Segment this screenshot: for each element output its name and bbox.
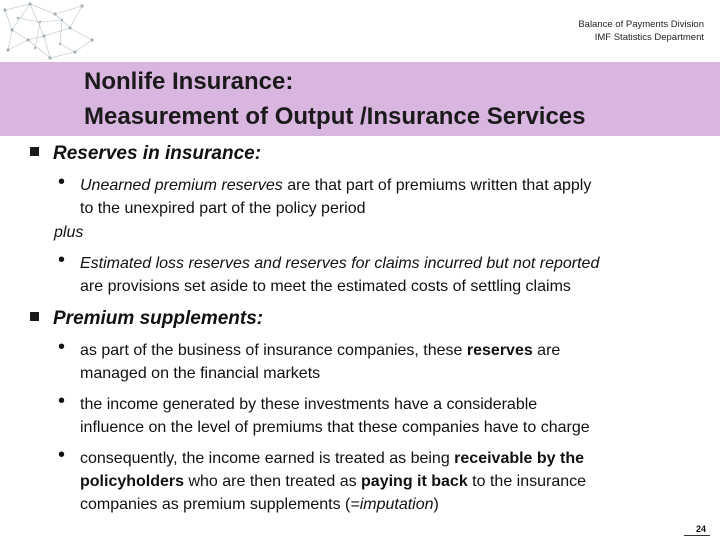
bullet-dot-icon: • [58,249,66,271]
receivable-term: receivable by the [454,450,585,467]
plus-connector: plus [54,224,84,241]
slide-title [84,64,585,134]
section1-bullet2-line2: are provisions set aside to meet the estimated costs of settling claims [80,278,571,295]
imputation-term: =imputation [350,496,434,513]
section2-bullet3: • consequently, the income earned is treated as being receivable by the policyholders who are then treated as paying it back to the insurance companies as premium supplements (=imputation) [58,444,587,513]
section1-bullet1-text: are that part of premiums written that apply [282,177,592,194]
section1-bullet1 [58,171,690,220]
page-number-rule [684,535,710,536]
page-number: 24 [695,524,706,534]
policyholders-term: policyholders [80,473,185,490]
section2-heading: Premium supplements: [53,308,263,330]
section2-bullet1: • as part of the business of insurance companies, these reserves are managed on the financial markets [58,336,561,382]
section1-bullet2 [58,249,690,298]
title-line2: Measurement of Output /Insurance Services [84,103,586,130]
header-org-line1: Balance of Payments Division [578,19,704,30]
title-line1: Nonlife Insurance: [84,68,294,95]
square-bullet-icon [30,147,39,156]
square-bullet-icon [30,312,39,321]
section1-bullet1-line2: to the unexpired part of the policy period [80,200,366,217]
bullet-dot-icon: • [58,390,66,412]
paying-back-term: paying it back [361,473,468,490]
header-organization [578,18,704,44]
network-logo-graphic [0,0,100,62]
header-org-line2: IMF Statistics Department [594,32,704,43]
reserves-term: reserves [466,342,533,359]
estimated-loss-term: Estimated loss reserves and reserves for claims incurred but not reported [80,255,600,272]
unearned-premium-term: Unearned premium reserves [80,177,283,194]
bullet-dot-icon: • [58,444,66,466]
bullet-dot-icon: • [58,336,66,358]
section2-bullet2: • the income generated by these investments have a considerable influence on the level of premiums that these companies have to charge [58,390,590,436]
bullet-dot-icon: • [58,171,66,193]
section1-heading: Reserves in insurance: [53,143,261,165]
